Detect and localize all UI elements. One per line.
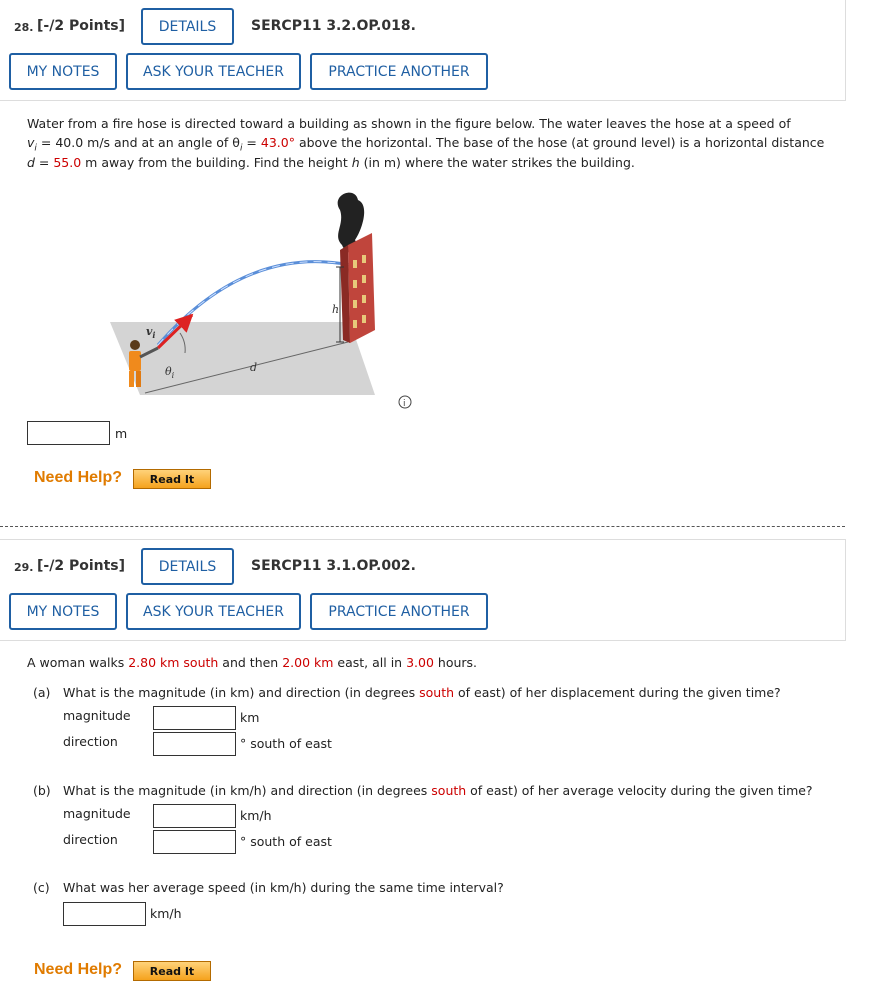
speed-unit: km/h: [150, 906, 182, 921]
details-button[interactable]: DETAILS: [141, 8, 234, 45]
practice-another-button[interactable]: PRACTICE ANOTHER: [310, 593, 488, 630]
part-c-speed-input[interactable]: [63, 902, 146, 926]
part-b-question: What is the magnitude (in km/h) and direction (in degrees south of east) of her average velocity during the given time?: [63, 783, 813, 798]
distance-value: 55.0: [53, 155, 82, 170]
magnitude-unit: km: [240, 710, 260, 725]
angle-value: 43.0°: [260, 135, 295, 150]
vi-label: $v_i$: [146, 325, 156, 340]
east-distance: 2.00 km: [282, 655, 334, 670]
ask-your-teacher-button[interactable]: ASK YOUR TEACHER: [126, 53, 301, 90]
details-button[interactable]: DETAILS: [141, 548, 234, 585]
question-number: 29.: [14, 561, 34, 574]
points-label: [-/2 Points]: [37, 558, 126, 574]
d-label: d: [250, 361, 258, 374]
question-divider: [0, 526, 845, 527]
part-a-magnitude-input[interactable]: [153, 706, 236, 730]
part-c-question: What was her average speed (in km/h) during the same time interval?: [63, 880, 504, 895]
read-it-button[interactable]: Read It: [133, 961, 211, 981]
part-b-magnitude-input[interactable]: [153, 804, 236, 828]
part-c-label: (c): [33, 880, 50, 895]
part-a-question: What is the magnitude (in km) and direction (in degrees south of east) of her displacement during the given time?: [63, 685, 781, 700]
part-b-direction-input[interactable]: [153, 830, 236, 854]
answer-input-height[interactable]: [27, 421, 110, 445]
theta-label: $\theta_i$: [165, 365, 175, 380]
fire-hose-figure: [100, 185, 420, 415]
direction-unit: ° south of east: [240, 736, 332, 751]
ask-your-teacher-button[interactable]: ASK YOUR TEACHER: [126, 593, 301, 630]
need-help-label: Need Help?: [34, 961, 123, 978]
question-text-line-1: Water from a fire hose is directed toward a building as shown in the figure below. The water leaves the hose at a speed of: [27, 116, 791, 131]
question-number: 28.: [14, 21, 34, 34]
part-b-label: (b): [33, 783, 51, 798]
magnitude-label: magnitude: [63, 708, 131, 723]
problem-code: SERCP11 3.1.OP.002.: [251, 558, 416, 574]
my-notes-button[interactable]: MY NOTES: [9, 593, 117, 630]
direction-label: direction: [63, 832, 118, 847]
question-text-line-2: $v_i = 40.0$ m/s and at an angle of $\theta_i = 43.0^\circ$ above the horizontal. The base of the hose (at ground level) is a horizontal distance: [27, 135, 825, 154]
direction-label: direction: [63, 734, 118, 749]
direction-unit: ° south of east: [240, 834, 332, 849]
read-it-button[interactable]: Read It: [133, 469, 211, 489]
answer-unit: m: [115, 426, 128, 441]
part-a-label: (a): [33, 685, 51, 700]
building: [340, 233, 375, 343]
problem-code: SERCP11 3.2.OP.018.: [251, 18, 416, 34]
practice-another-button[interactable]: PRACTICE ANOTHER: [310, 53, 488, 90]
part-a-direction-input[interactable]: [153, 732, 236, 756]
svg-text:i: i: [403, 399, 406, 409]
h-label: h: [332, 303, 340, 316]
time-value: 3.00: [406, 655, 434, 670]
south-distance: 2.80 km south: [128, 655, 219, 670]
question-intro: A woman walks 2.80 km south and then 2.00 km east, all in 3.00 hours.: [27, 655, 478, 670]
magnitude-label: magnitude: [63, 806, 131, 821]
magnitude-unit: km/h: [240, 808, 272, 823]
my-notes-button[interactable]: MY NOTES: [9, 53, 117, 90]
need-help-label: Need Help?: [34, 469, 123, 486]
question-text-line-3: d = 55.0 m away from the building. Find the height h (in m) where the water strikes the building.: [27, 155, 635, 170]
points-label: [-/2 Points]: [37, 18, 126, 34]
